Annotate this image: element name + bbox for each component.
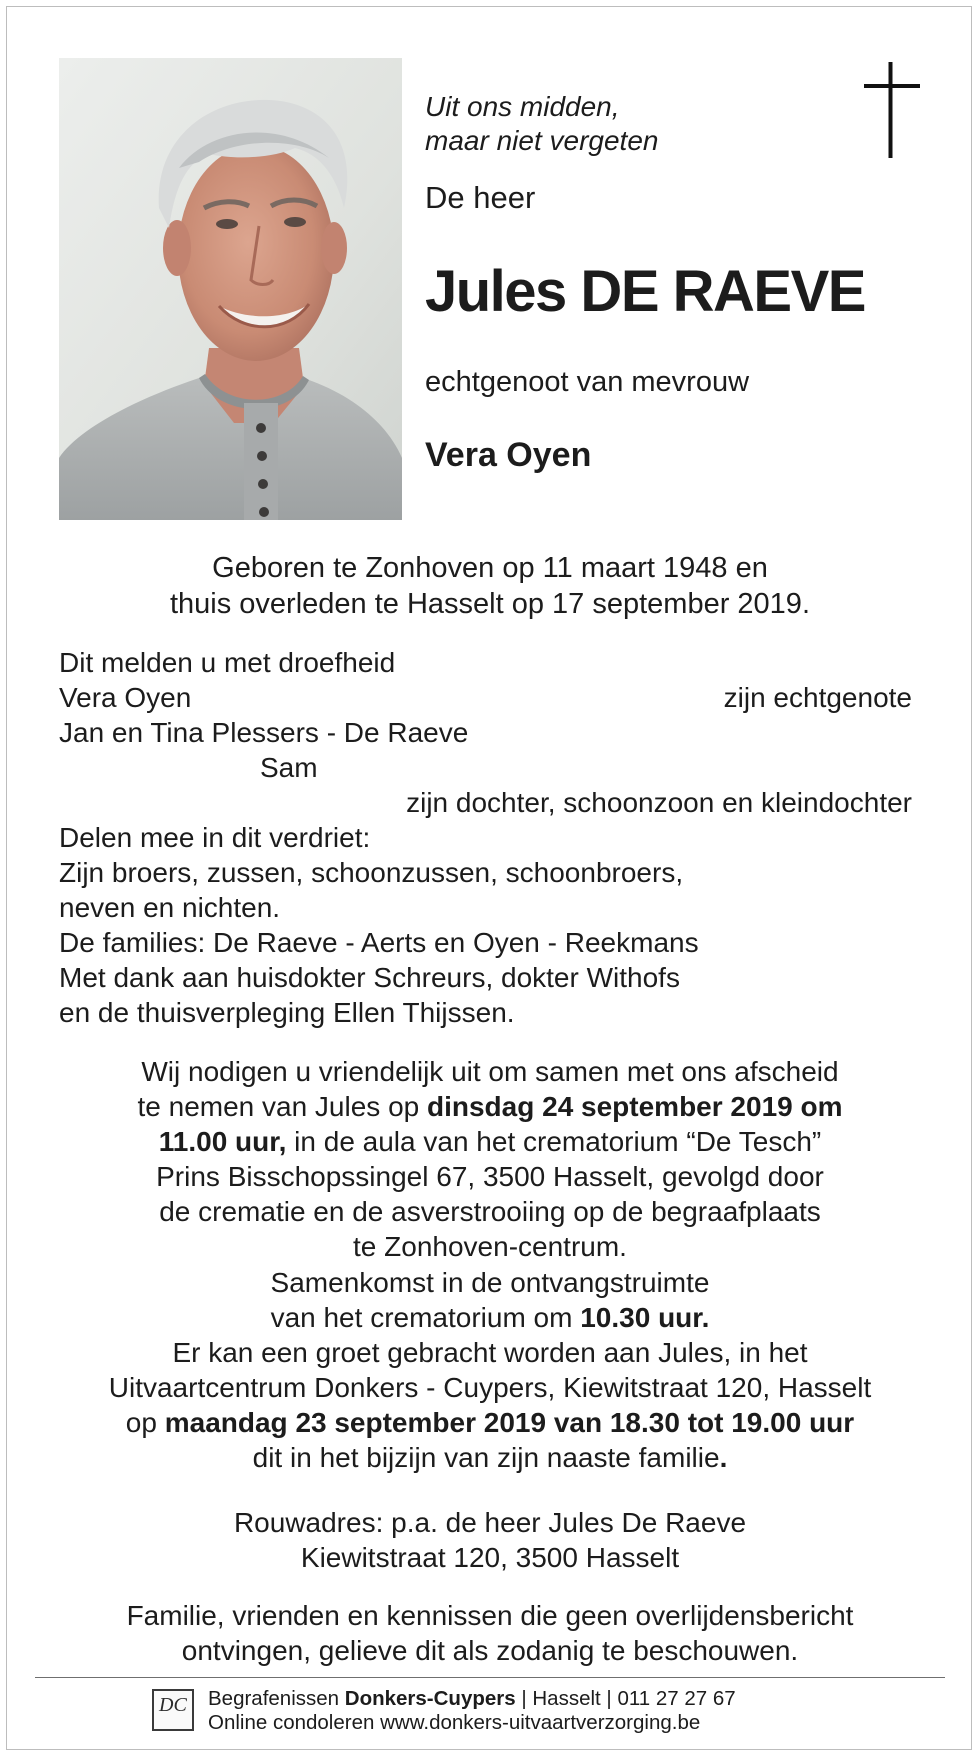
birth-line: Geboren te Zonhoven op 11 maart 1948 en [212,552,768,584]
address-line-1: Rouwadres: p.a. de heer Jules De Raeve [233,1507,747,1538]
closing-line-1: Familie, vrienden en kennissen die geen overlijdensbericht [126,1600,854,1631]
title-prefix: De heer [425,180,536,215]
footer-prefix: Begrafenissen [208,1687,345,1710]
wife-role: zijn echtgenote [723,682,912,713]
deceased-name: Jules DE RAEVE [425,259,865,324]
invite-line-6: te Zonhoven-centrum. [353,1231,627,1263]
spouse-intro: echtgenoot van mevrouw [425,366,750,398]
ceremony-date: dinsdag 24 september 2019 om [427,1091,843,1123]
spouse-name: Vera Oyen [425,436,592,474]
company-name: Donkers-Cuypers [344,1687,516,1710]
invite-line-12-text: dit in het bijzijn van zijn naaste familie [252,1442,720,1474]
portrait-photo [59,58,402,520]
daughter-family: Jan en Tina Plessers - De Raeve [59,717,469,748]
ceremony-time: 11.00 uur, [158,1126,287,1158]
family-intro: Dit melden u met droefheid [59,647,396,678]
footer-details: | Hasselt | 011 27 27 67 [515,1687,736,1710]
footer-divider [35,1677,945,1678]
daughter-role: zijn dochter, schoonzoon en kleindochter [406,787,912,818]
invite-line-4: Prins Bisschopssingel 67, 3500 Hasselt, gevolgd door [156,1161,824,1193]
invite-line-12-period: . [719,1442,728,1474]
logo-letters: DC [159,1694,187,1716]
relatives-line-2: neven en nichten. [59,892,281,923]
invite-line-3-text: in de aula van het crematorium “De Tesch” [286,1126,822,1158]
invite-line-9: Er kan een groet gebracht worden aan Jules, in het [172,1336,808,1368]
invite-line-8 [0,1300,980,1335]
invite-line-1: Wij nodigen u vriendelijk uit om samen met ons afscheid [141,1056,839,1087]
intro-line-1: Uit ons midden, [425,91,620,122]
cross-icon [864,62,920,158]
birth-death-info [0,550,980,622]
closing-note [0,1598,980,1668]
funeral-invitation [0,1054,980,1475]
invite-line-11-text: op [125,1406,165,1438]
closing-line-2: ontvingen, gelieve dit als zodanig te beschouwen. [181,1635,799,1666]
families-line: De families: De Raeve - Aerts en Oyen - Reekmans [59,927,699,958]
relatives-line-1: Zijn broers, zussen, schoonzussen, schoonbroers, [59,857,684,888]
invite-line-7: Samenkomst in de ontvangstruimte [270,1266,710,1298]
invite-line-8-text: van het crematorium om [270,1301,581,1333]
funeral-home-logo-icon [152,1689,194,1731]
invite-line-11 [0,1405,980,1440]
footer-line-2[interactable]: Online condoleren www.donkers-uitvaartverzorging.be [208,1711,701,1734]
address-line-2: Kiewitstraat 120, 3500 Hasselt [300,1542,680,1573]
invite-line-5: de crematie en de asverstrooiing op de begraafplaats [159,1196,821,1228]
intro-line-2: maar niet vergeten [425,125,659,156]
thanks-line-2: en de thuisverpleging Ellen Thijssen. [59,997,515,1028]
mourning-address [0,1505,980,1575]
footer-line-1 [208,1687,736,1711]
invite-line-2-text: te nemen van Jules op [137,1091,427,1123]
invite-line-2 [0,1089,980,1124]
gathering-time: 10.30 uur. [580,1301,710,1333]
share-intro: Delen mee in dit verdriet: [59,822,371,853]
invite-line-3 [0,1124,980,1159]
death-line: thuis overleden te Hasselt op 17 september 2019. [169,588,810,620]
footer-info [208,1687,736,1735]
invite-line-10: Uitvaartcentrum Donkers - Cuypers, Kiewitstraat 120, Hasselt [108,1371,872,1403]
grandchild: Sam [260,752,318,783]
intro-quote [425,90,658,158]
invite-line-12 [0,1440,980,1475]
visitation-datetime: maandag 23 september 2019 van 18.30 tot 19.00 uur [164,1406,855,1438]
wife-name: Vera Oyen [59,682,192,713]
thanks-line-1: Met dank aan huisdokter Schreurs, dokter Withofs [59,962,680,993]
